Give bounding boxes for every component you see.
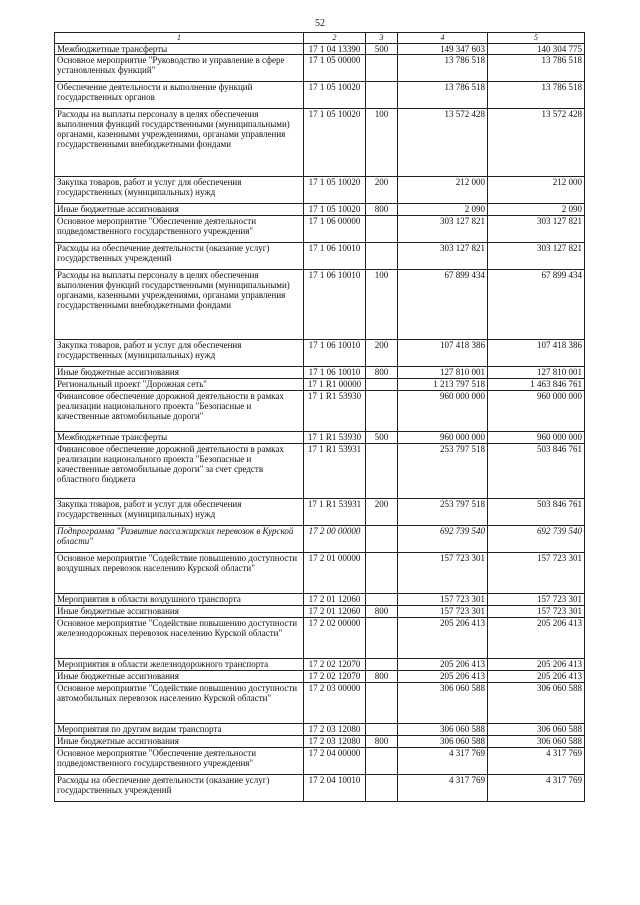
expense-type-cell: 800: [366, 736, 398, 748]
expense-type-cell: 200: [366, 499, 398, 526]
table-row: [55, 109, 585, 177]
amount-year1-cell: 960 000 000: [398, 432, 488, 444]
target-code-cell: 17 1 06 10010: [304, 243, 366, 270]
amount-year2-cell: 303 127 821: [488, 243, 585, 270]
target-code-cell: 17 1 04 13390: [304, 44, 366, 55]
expense-type-cell: [366, 444, 398, 499]
table-row: [55, 44, 585, 55]
amount-year2-cell: 205 206 413: [488, 671, 585, 683]
table-row: [55, 216, 585, 243]
row-name-cell: Мероприятия по другим видам транспорта: [55, 724, 304, 736]
target-code-cell: 17 2 02 12070: [304, 659, 366, 671]
amount-year2-cell: 212 000: [488, 177, 585, 204]
amount-year1-cell: 205 206 413: [398, 618, 488, 659]
expense-type-cell: 100: [366, 109, 398, 177]
expense-type-cell: [366, 553, 398, 594]
row-name-cell: Финансовое обеспечение дорожной деятельности в рамках реализации национального проекта "Безопасные и качественные автомобильные дороги": [55, 391, 304, 432]
amount-year1-cell: 306 060 588: [398, 724, 488, 736]
amount-year2-cell: 4 317 769: [488, 775, 585, 802]
table-row: [55, 340, 585, 367]
amount-year2-cell: 503 846 761: [488, 499, 585, 526]
amount-year1-cell: 205 206 413: [398, 671, 488, 683]
amount-year1-cell: 253 797 518: [398, 499, 488, 526]
row-name-cell: Расходы на выплаты персоналу в целях обеспечения выполнения функций государственными (муниципальными) органами, казенными учреждениями, органами управления государственными внебюджетными фондами: [55, 109, 304, 177]
table-row: [55, 659, 585, 671]
expense-type-cell: [366, 379, 398, 391]
target-code-cell: 17 1 06 10010: [304, 367, 366, 379]
table-row: [55, 775, 585, 802]
row-name-cell: Подпрограмма "Развитие пассажирских перевозок в Курской области": [55, 526, 304, 553]
amount-year2-cell: 1 463 846 761: [488, 379, 585, 391]
amount-year1-cell: 157 723 301: [398, 606, 488, 618]
expense-type-cell: [366, 216, 398, 243]
row-name-cell: Основное мероприятие "Обеспечение деятельности подведомственного государственного учреждения": [55, 216, 304, 243]
row-name-cell: Иные бюджетные ассигнования: [55, 671, 304, 683]
table-row: [55, 204, 585, 216]
expense-type-cell: [366, 683, 398, 724]
expense-type-cell: 800: [366, 367, 398, 379]
table-row: [55, 432, 585, 444]
amount-year1-cell: 1 213 797 518: [398, 379, 488, 391]
table-row: [55, 55, 585, 82]
expense-type-cell: [366, 391, 398, 432]
table-row: [55, 82, 585, 109]
row-name-cell: Обеспечение деятельности и выполнение функций государственных органов: [55, 82, 304, 109]
column-header-2: 2: [304, 33, 366, 44]
amount-year2-cell: 13 786 518: [488, 55, 585, 82]
amount-year1-cell: 212 000: [398, 177, 488, 204]
table-row: [55, 553, 585, 594]
amount-year2-cell: 4 317 769: [488, 748, 585, 775]
target-code-cell: 17 2 03 12080: [304, 724, 366, 736]
target-code-cell: 17 2 03 12080: [304, 736, 366, 748]
amount-year1-cell: 253 797 518: [398, 444, 488, 499]
amount-year2-cell: 13 786 518: [488, 82, 585, 109]
expense-type-cell: 500: [366, 432, 398, 444]
table-row: [55, 379, 585, 391]
table-row: [55, 391, 585, 432]
target-code-cell: 17 1 05 10020: [304, 109, 366, 177]
row-name-cell: Расходы на обеспечение деятельности (оказание услуг) государственных учреждений: [55, 775, 304, 802]
row-name-cell: Иные бюджетные ассигнования: [55, 606, 304, 618]
expense-type-cell: [366, 82, 398, 109]
table-row: [55, 499, 585, 526]
target-code-cell: 17 2 01 12060: [304, 594, 366, 606]
target-code-cell: 17 2 01 12060: [304, 606, 366, 618]
amount-year2-cell: 2 090: [488, 204, 585, 216]
amount-year1-cell: 303 127 821: [398, 243, 488, 270]
table-row: [55, 243, 585, 270]
table-row: [55, 724, 585, 736]
table-row: [55, 736, 585, 748]
amount-year2-cell: 67 899 434: [488, 270, 585, 340]
row-name-cell: Мероприятия в области воздушного транспорта: [55, 594, 304, 606]
amount-year1-cell: 4 317 769: [398, 775, 488, 802]
table-row: [55, 270, 585, 340]
table-row: [55, 683, 585, 724]
amount-year1-cell: 13 786 518: [398, 55, 488, 82]
expense-type-cell: [366, 748, 398, 775]
table-row: [55, 618, 585, 659]
amount-year2-cell: 140 304 775: [488, 44, 585, 55]
table-row: [55, 444, 585, 499]
target-code-cell: 17 2 04 00000: [304, 748, 366, 775]
row-name-cell: Основное мероприятие "Содействие повышению доступности автомобильных перевозок населению Курской области": [55, 683, 304, 724]
row-name-cell: Основное мероприятие "Обеспечение деятельности подведомственного государственного учреждения": [55, 748, 304, 775]
amount-year2-cell: 306 060 588: [488, 724, 585, 736]
target-code-cell: 17 1 R1 53930: [304, 391, 366, 432]
amount-year1-cell: 67 899 434: [398, 270, 488, 340]
row-name-cell: Основное мероприятие "Содействие повышению доступности железнодорожных перевозок населению Курской области": [55, 618, 304, 659]
amount-year1-cell: 157 723 301: [398, 594, 488, 606]
amount-year1-cell: 306 060 588: [398, 736, 488, 748]
row-name-cell: Финансовое обеспечение дорожной деятельности в рамках реализации национального проекта "Безопасные и качественные автомобильные дороги" за счет средств областного бюджета: [55, 444, 304, 499]
amount-year1-cell: 2 090: [398, 204, 488, 216]
expense-type-cell: [366, 594, 398, 606]
amount-year1-cell: 306 060 588: [398, 683, 488, 724]
page-number: 52: [315, 18, 325, 29]
column-header-5: 5: [488, 33, 585, 44]
row-name-cell: Закупка товаров, работ и услуг для обеспечения государственных (муниципальных) нужд: [55, 340, 304, 367]
expense-type-cell: 800: [366, 671, 398, 683]
target-code-cell: 17 1 05 00000: [304, 55, 366, 82]
expense-type-cell: [366, 775, 398, 802]
target-code-cell: 17 2 02 00000: [304, 618, 366, 659]
row-name-cell: Региональный проект "Дорожная сеть": [55, 379, 304, 391]
table-row: [55, 748, 585, 775]
amount-year2-cell: 960 000 000: [488, 391, 585, 432]
target-code-cell: 17 1 R1 53930: [304, 432, 366, 444]
target-code-cell: 17 1 06 00000: [304, 216, 366, 243]
column-header-1: 1: [55, 33, 304, 44]
row-name-cell: Основное мероприятие "Руководство и управление в сфере установленных функций": [55, 55, 304, 82]
target-code-cell: 17 1 05 10020: [304, 82, 366, 109]
column-header-4: 4: [398, 33, 488, 44]
target-code-cell: 17 2 01 00000: [304, 553, 366, 594]
row-name-cell: Закупка товаров, работ и услуг для обеспечения государственных (муниципальных) нужд: [55, 177, 304, 204]
table-row: [55, 526, 585, 553]
row-name-cell: Расходы на выплаты персоналу в целях обеспечения выполнения функций государственными (муниципальными) органами, казенными учреждениями, органами управления государственными внебюджетными фондами: [55, 270, 304, 340]
expense-type-cell: 100: [366, 270, 398, 340]
target-code-cell: 17 1 R1 53931: [304, 444, 366, 499]
amount-year1-cell: 692 739 540: [398, 526, 488, 553]
expense-type-cell: [366, 659, 398, 671]
row-name-cell: Закупка товаров, работ и услуг для обеспечения государственных (муниципальных) нужд: [55, 499, 304, 526]
amount-year1-cell: 157 723 301: [398, 553, 488, 594]
row-name-cell: Межбюджетные трансферты: [55, 432, 304, 444]
target-code-cell: 17 2 00 00000: [304, 526, 366, 553]
target-code-cell: 17 2 03 00000: [304, 683, 366, 724]
amount-year2-cell: 503 846 761: [488, 444, 585, 499]
target-code-cell: 17 1 06 10010: [304, 340, 366, 367]
amount-year1-cell: 4 317 769: [398, 748, 488, 775]
row-name-cell: Иные бюджетные ассигнования: [55, 736, 304, 748]
amount-year1-cell: 13 786 518: [398, 82, 488, 109]
budget-table: [54, 32, 585, 802]
target-code-cell: 17 1 R1 00000: [304, 379, 366, 391]
expense-type-cell: [366, 243, 398, 270]
table-body: [55, 44, 585, 802]
amount-year2-cell: 303 127 821: [488, 216, 585, 243]
expense-type-cell: 200: [366, 177, 398, 204]
amount-year2-cell: 157 723 301: [488, 553, 585, 594]
expense-type-cell: [366, 55, 398, 82]
column-header-3: 3: [366, 33, 398, 44]
expense-type-cell: [366, 724, 398, 736]
amount-year2-cell: 205 206 413: [488, 659, 585, 671]
table-row: [55, 177, 585, 204]
row-name-cell: Мероприятия в области железнодорожного транспорта: [55, 659, 304, 671]
table-row: [55, 367, 585, 379]
row-name-cell: Иные бюджетные ассигнования: [55, 204, 304, 216]
row-name-cell: Основное мероприятие "Содействие повышению доступности воздушных перевозок населению Курской области": [55, 553, 304, 594]
target-code-cell: 17 1 05 10020: [304, 177, 366, 204]
amount-year1-cell: 149 347 603: [398, 44, 488, 55]
row-name-cell: Межбюджетные трансферты: [55, 44, 304, 55]
amount-year2-cell: 157 723 301: [488, 594, 585, 606]
table-row: [55, 606, 585, 618]
amount-year1-cell: 960 000 000: [398, 391, 488, 432]
column-number-row: [55, 33, 585, 44]
row-name-cell: Расходы на обеспечение деятельности (оказание услуг) государственных учреждений: [55, 243, 304, 270]
amount-year1-cell: 303 127 821: [398, 216, 488, 243]
expense-type-cell: 800: [366, 204, 398, 216]
amount-year1-cell: 107 418 386: [398, 340, 488, 367]
amount-year1-cell: 205 206 413: [398, 659, 488, 671]
target-code-cell: 17 1 06 10010: [304, 270, 366, 340]
amount-year2-cell: 960 000 000: [488, 432, 585, 444]
amount-year2-cell: 306 060 588: [488, 683, 585, 724]
table-row: [55, 594, 585, 606]
amount-year2-cell: 157 723 301: [488, 606, 585, 618]
expense-type-cell: 500: [366, 44, 398, 55]
amount-year1-cell: 13 572 428: [398, 109, 488, 177]
row-name-cell: Иные бюджетные ассигнования: [55, 367, 304, 379]
expense-type-cell: [366, 526, 398, 553]
expense-type-cell: 200: [366, 340, 398, 367]
table-row: [55, 671, 585, 683]
target-code-cell: 17 2 02 12070: [304, 671, 366, 683]
amount-year2-cell: 306 060 588: [488, 736, 585, 748]
expense-type-cell: [366, 618, 398, 659]
target-code-cell: 17 1 R1 53931: [304, 499, 366, 526]
amount-year2-cell: 692 739 540: [488, 526, 585, 553]
target-code-cell: 17 2 04 10010: [304, 775, 366, 802]
amount-year2-cell: 205 206 413: [488, 618, 585, 659]
amount-year2-cell: 107 418 386: [488, 340, 585, 367]
expense-type-cell: 800: [366, 606, 398, 618]
amount-year2-cell: 127 810 001: [488, 367, 585, 379]
target-code-cell: 17 1 05 10020: [304, 204, 366, 216]
amount-year2-cell: 13 572 428: [488, 109, 585, 177]
amount-year1-cell: 127 810 001: [398, 367, 488, 379]
